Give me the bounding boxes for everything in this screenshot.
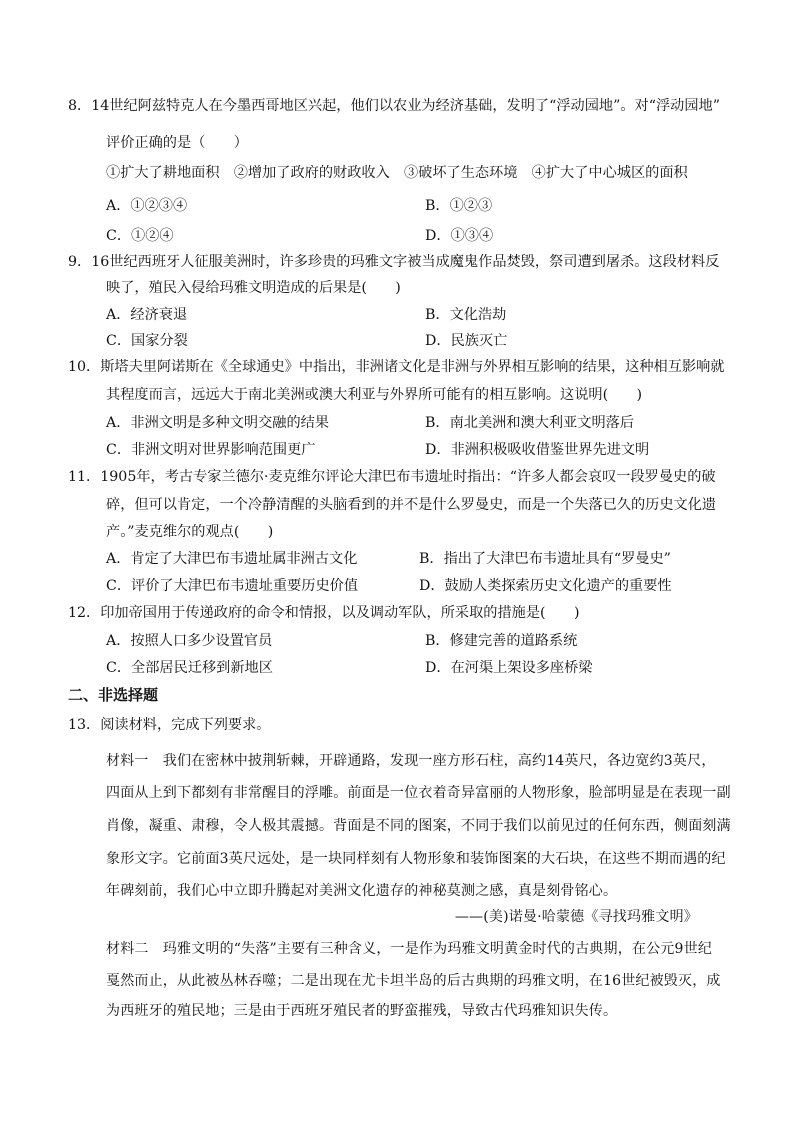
q12-stem-line1: 12．印加帝国用于传递政府的命令和情报，以及调动军队，所采取的措施是( ) [68,605,580,621]
q10-option-c[interactable]: C．非洲文明对世界影响范围更广 [106,442,316,458]
q9-option-d[interactable]: D．民族灭亡 [425,333,508,349]
q9-option-b[interactable]: B．文化浩劫 [425,307,507,323]
q8-option-b[interactable]: B．①②③ [425,198,493,214]
q11-option-a[interactable]: A．肯定了大津巴布韦遗址属非洲古文化 [106,551,358,567]
q12-option-b[interactable]: B．修建完善的道路系统 [425,633,578,649]
q10-option-d[interactable]: D．非洲积极吸收借鉴世界先进文明 [425,442,650,458]
q8-stem-line1: 8．14世纪阿兹特克人在今墨西哥地区兴起，他们以农业为经济基础，发明了“浮动园地”。对“浮动园地” [68,98,720,114]
q12-option-d[interactable]: D．在河渠上架设多座桥梁 [425,660,593,676]
q10-stem-line1: 10．斯塔夫里阿诺斯在《全球通史》中指出，非洲诸文化是非洲与外界相互影响的结果，这种相互影响就 [68,359,725,375]
q10-option-b[interactable]: B．南北美洲和澳大利亚文明落后 [425,415,635,431]
q9-stem-line2: 映了，殖民入侵给玛雅文明造成的后果是( ) [106,280,401,296]
material-two-line1: 材料二 玛雅文明的“失落”主要有三种含义，一是作为玛雅文明黄金时代的古典期，在公元9世纪 [106,941,713,957]
material-two-line2: 戛然而止，从此被丛林吞噬；二是出现在尤卡坦半岛的后古典期的玛雅文明，在16世纪被毁灭，成 [106,973,721,989]
q11-stem-line2: 碎，但可以肯定，一个冷静清醒的头脑看到的并不是什么罗曼史，而是一个失落已久的历史文化遗 [106,497,717,513]
q8-option-c[interactable]: C．①②④ [106,228,174,244]
q8-option-d[interactable]: D．①③④ [425,228,494,244]
q12-option-a[interactable]: A．按照人口多少设置官员 [106,633,273,649]
q11-option-b[interactable]: B．指出了大津巴布韦遗址具有“罗曼史” [419,551,671,567]
section-heading: 二、非选择题 [68,686,159,704]
q9-stem-line1: 9．16世纪西班牙人征服美洲时，许多珍贵的玛雅文字被当成魔鬼作品焚毁，祭司遭到屠杀。这段材料反 [68,254,720,270]
q13-stem: 13．阅读材料，完成下列要求。 [68,717,271,733]
q9-option-a[interactable]: A．经济衰退 [106,307,188,323]
material-one-line5: 年碑刻前，我们心中立即升腾起对美洲文化遗存的神秘莫测之感，真是刻骨铭心。 [106,883,618,899]
material-one-line4: 象形文字。它前面3英尺远处，是一块同样刻有人物形象和装饰图案的大石块，在这些不期而遇的纪 [106,851,726,867]
q11-stem-line1: 11．1905年，考古专家兰德尔·麦克维尔评论大津巴布韦遗址时指出：“许多人都会哀叹一段罗曼史的破 [68,469,716,485]
material-two-line3: 为西班牙的殖民地；三是由于西班牙殖民者的野蛮摧残，导致古代玛雅知识失传。 [106,1003,618,1019]
q8-statements: ①扩大了耕地面积 ②增加了政府的财政收入 ③破坏了生态环境 ④扩大了中心城区的面积 [106,165,688,181]
q11-option-d[interactable]: D．鼓励人类探索历史文化遗产的重要性 [419,578,672,594]
q11-stem-line3: 产。”麦克维尔的观点( ) [106,524,274,540]
q8-option-a[interactable]: A．①②③④ [106,198,188,214]
material-one-line1: 材料一 我们在密林中披荆斩棘，开辟通路，发现一座方形石柱，高约14英尺，各边宽约3英尺， [106,753,716,769]
q10-option-a[interactable]: A．非洲文明是多种文明交融的结果 [106,415,330,431]
q12-option-c[interactable]: C．全部居民迁移到新地区 [106,660,273,676]
q10-stem-line2: 其程度而言，远远大于南北美洲或澳大利亚与外界所可能有的相互影响。这说明( ) [106,387,643,403]
material-one-source: ——(美)诺曼·哈蒙德《寻找玛雅文明》 [454,909,698,925]
material-one-line3: 肖像，凝重、肃穆，令人极其震撼。背面是不同的图案，不同于我们以前见过的任何东西，侧面刻满 [106,818,731,834]
q11-option-c[interactable]: C．评价了大津巴布韦遗址重要历史价值 [106,578,359,594]
q8-stem-line2: 评价正确的是（ ） [106,135,248,151]
q9-option-c[interactable]: C．国家分裂 [106,333,188,349]
material-one-line2: 四面从上到下都刻有非常醒目的浮雕。前面是一位衣着奇异富丽的人物形象，脸部明显是在表现一副 [106,785,731,801]
